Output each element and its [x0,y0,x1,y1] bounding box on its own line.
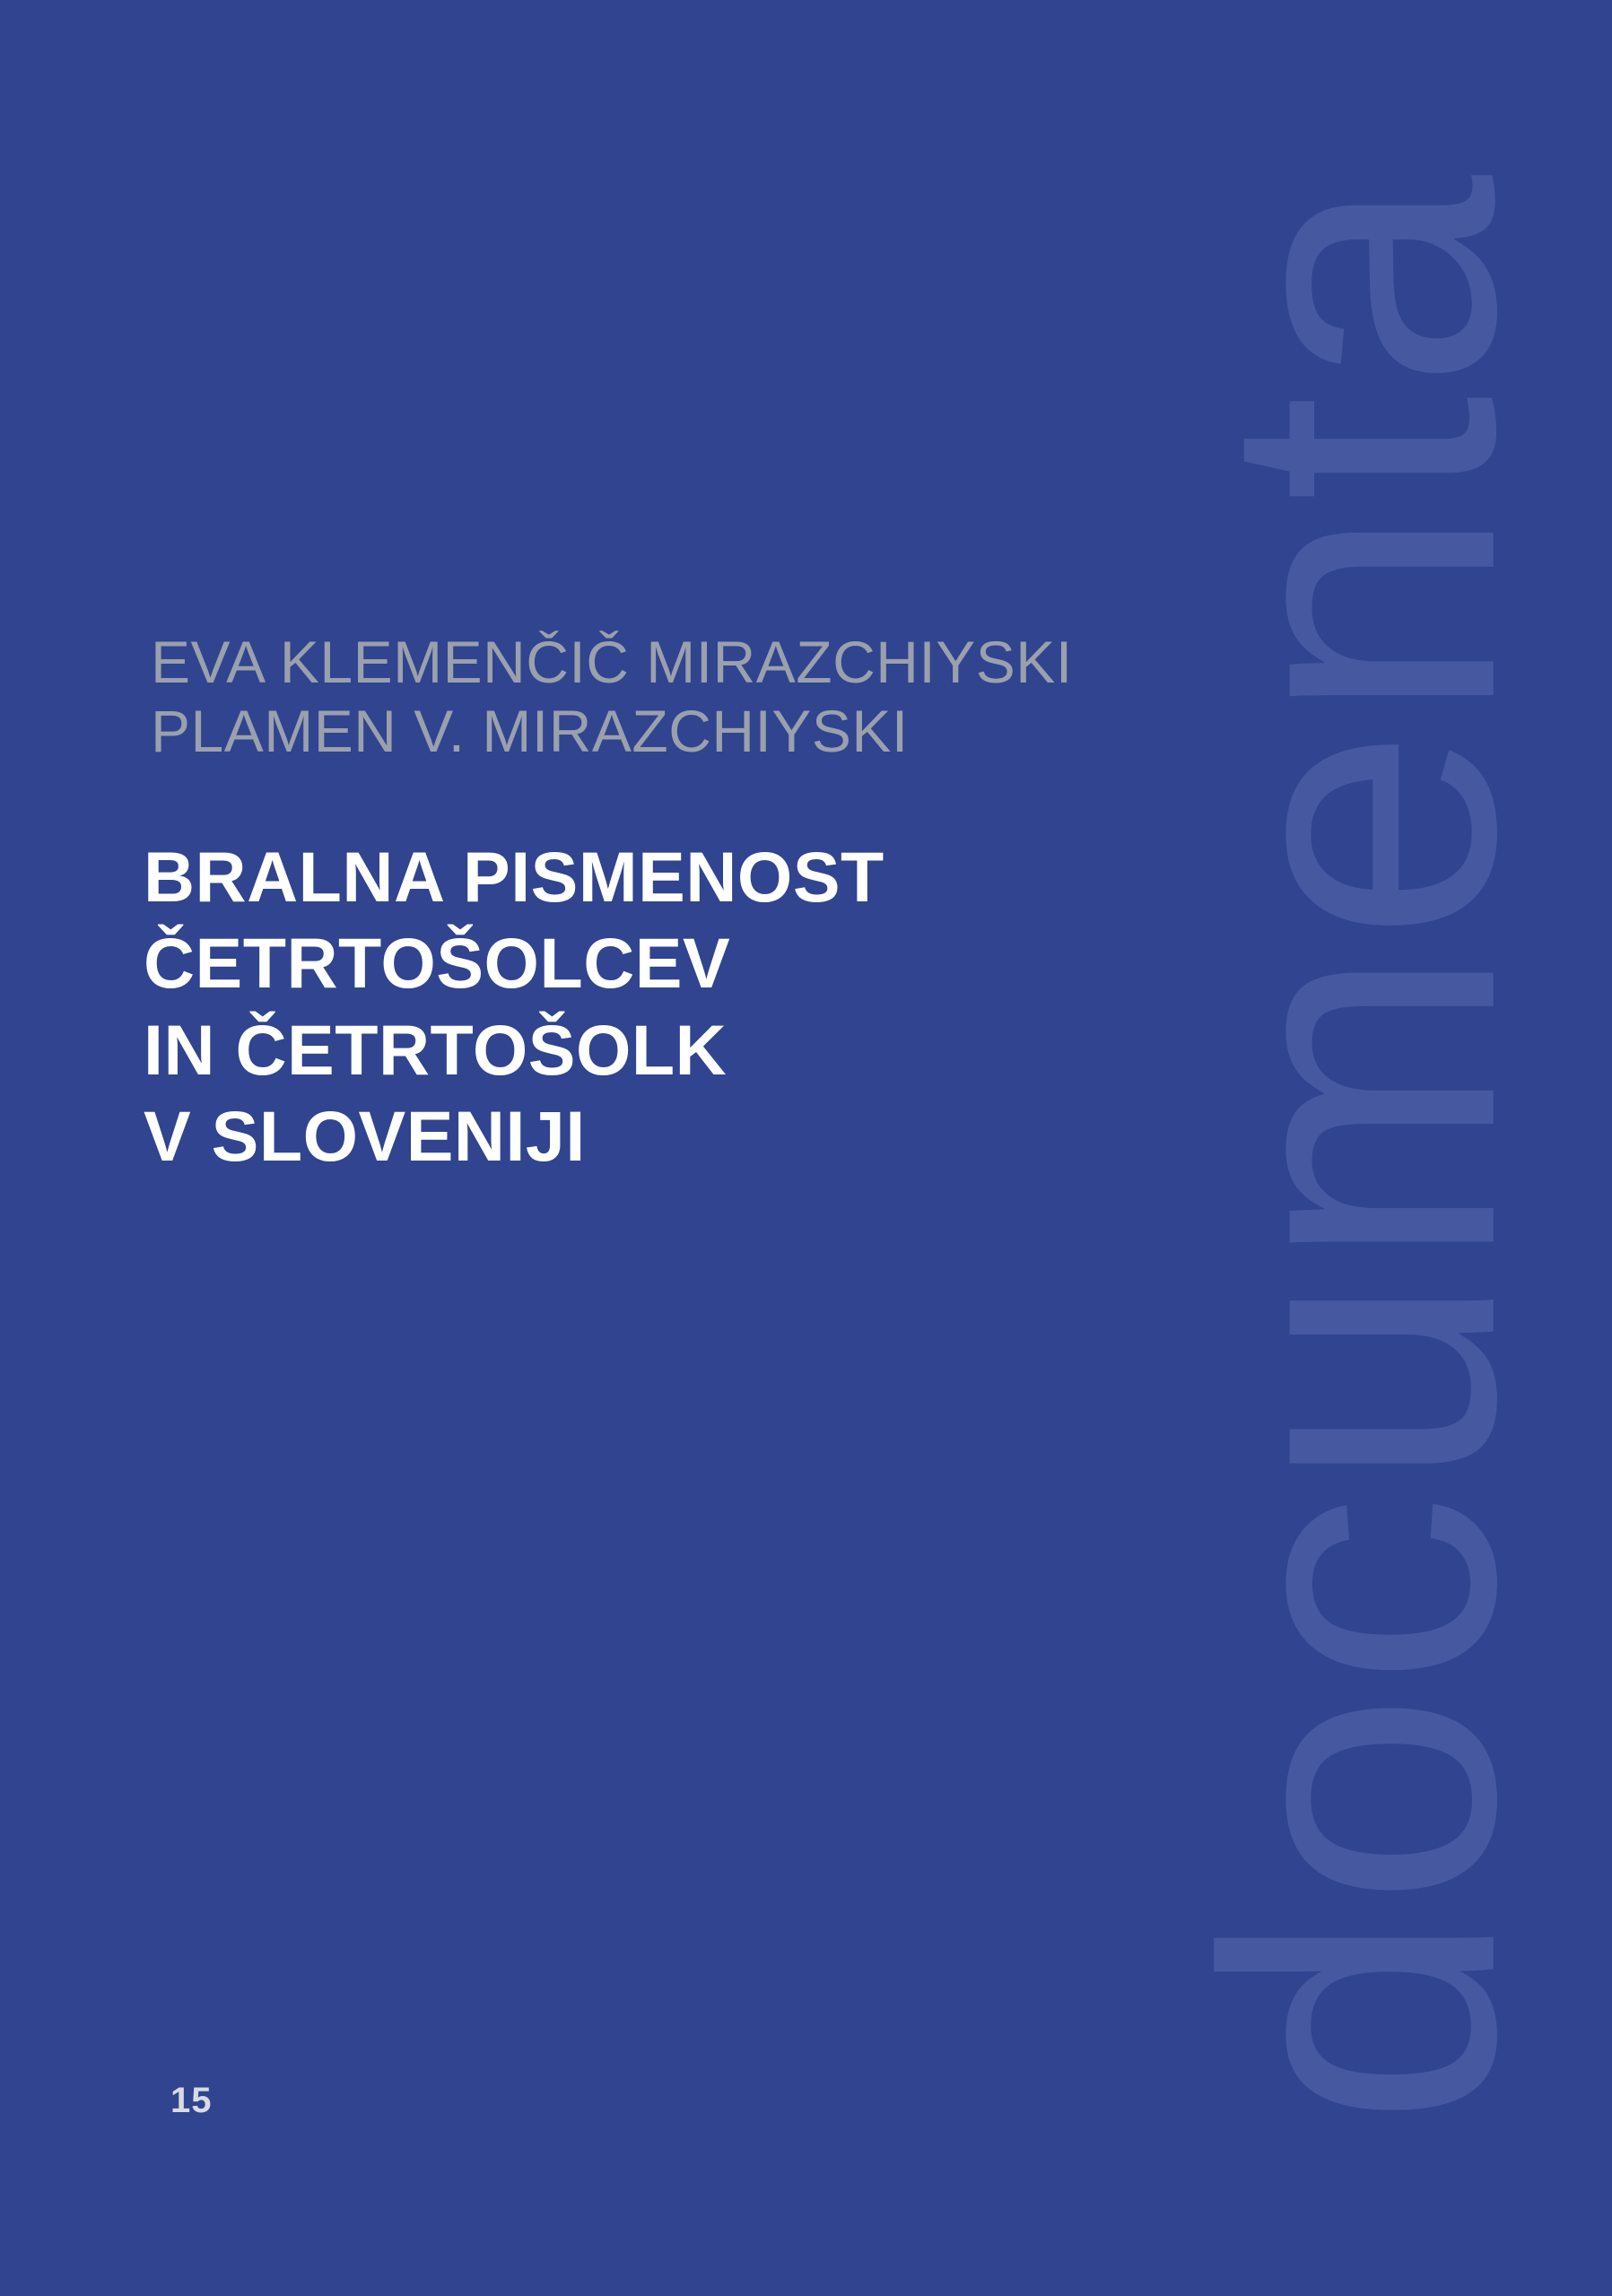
series-word-decoration [1110,0,1612,2296]
book-title [144,834,1059,1180]
title-line-2: ČETRTOŠOLCEV [144,923,731,1004]
title-line-1: BRALNA PISMENOST [144,837,884,917]
author-name-1: EVA KLEMENČIČ MIRAZCHIYSKI [151,629,1073,695]
title-line-4: V SLOVENIJI [144,1096,586,1177]
series-word-text: documenta [1145,170,1576,2126]
title-line-3: IN ČETRTOŠOLK [144,1009,728,1090]
series-number: 15 [170,2081,213,2120]
author-list [151,628,1102,766]
author-name-2: PLAMEN V. MIRAZCHIYSKI [151,698,909,765]
